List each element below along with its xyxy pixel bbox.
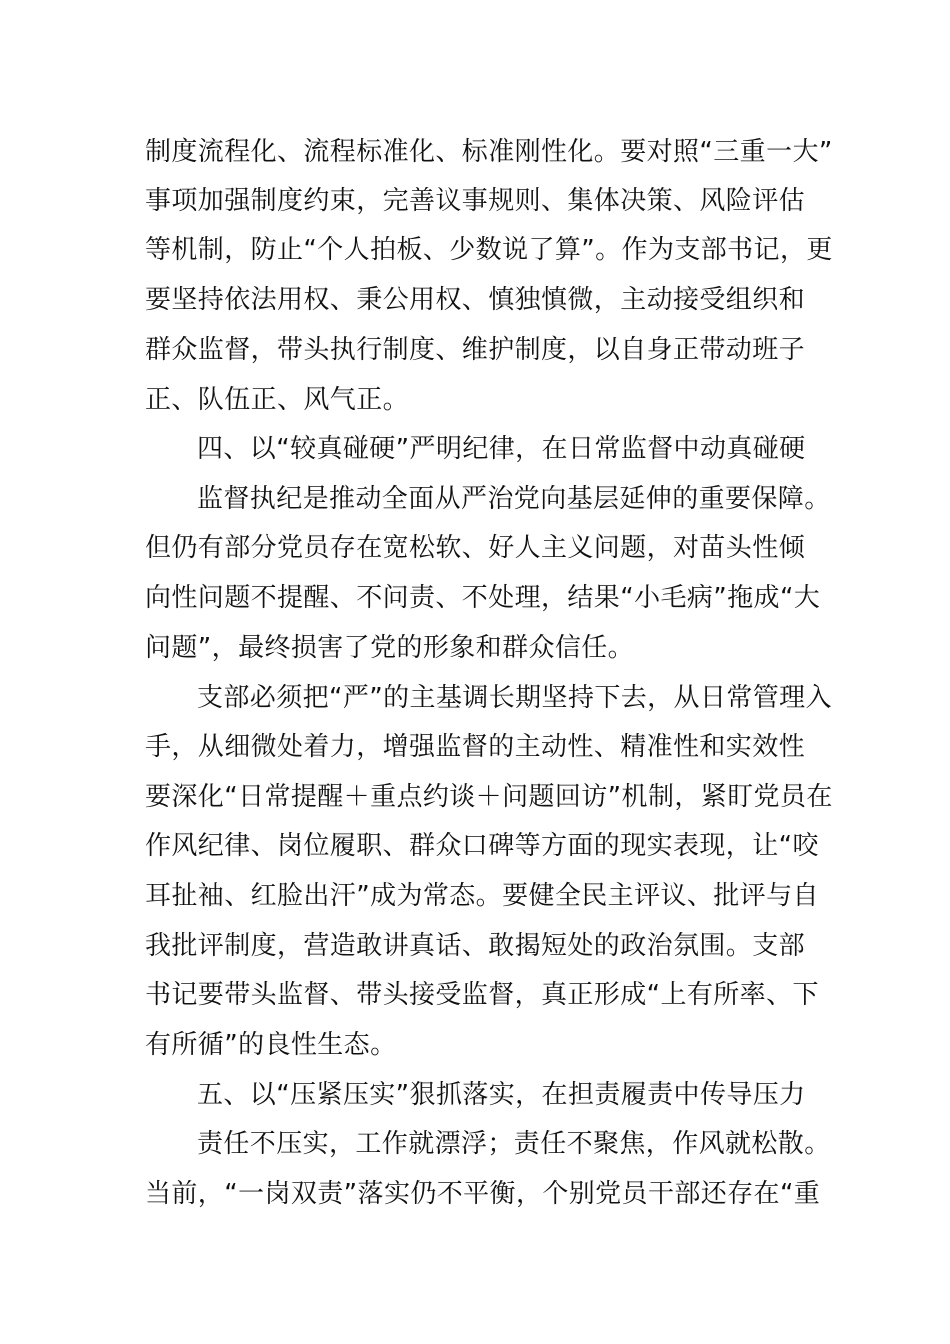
text-line: 有所循”的良性生态。 <box>145 1030 397 1060</box>
text-line: 耳扯袖、红脸出汗”成为常态。要健全民主评议、批评与自 <box>145 881 819 911</box>
text-line: 群众监督，带头执行制度、维护制度，以自身正带动班子 <box>145 335 806 365</box>
text-line: 制度流程化、流程标准化、标准刚性化。要对照“三重一大” <box>145 137 833 167</box>
text-line: 等机制，防止“个人拍板、少数说了算”。作为支部书记，更 <box>145 235 833 265</box>
text-line: 向性问题不提醒、不问责、不处理，结果“小毛病”拖成“大 <box>145 583 821 613</box>
text-line: 手，从细微处着力，增强监督的主动性、精准性和实效性 <box>145 732 806 762</box>
text-line: 要深化“日常提醒＋重点约谈＋问题回访”机制，紧盯党员在 <box>145 782 833 812</box>
text-line: 支部必须把“严”的主基调长期坚持下去，从日常管理入 <box>197 683 832 713</box>
text-line: 作风纪律、岗位履职、群众口碑等方面的现实表现，让“咬 <box>145 831 819 861</box>
text-line: 监督执纪是推动全面从严治党向基层延伸的重要保障。 <box>197 484 831 514</box>
text-line: 我批评制度，营造敢讲真话、敢揭短处的政治氛围。支部 <box>145 931 806 961</box>
text-line: 但仍有部分党员存在宽松软、好人主义问题，对苗头性倾 <box>145 533 806 563</box>
text-line: 当前，“一岗双责”落实仍不平衡，个别党员干部还存在“重 <box>145 1179 821 1209</box>
text-line: 问题”，最终损害了党的形象和群众信任。 <box>145 633 635 663</box>
text-line: 正、队伍正、风气正。 <box>145 385 410 415</box>
section-heading: 五、以“压紧压实”狠抓落实，在担责履责中传导压力 <box>197 1080 806 1110</box>
text-line: 责任不压实，工作就漂浮；责任不聚焦，作风就松散。 <box>197 1129 831 1159</box>
text-line: 书记要带头监督、带头接受监督，真正形成“上有所率、下 <box>145 980 819 1010</box>
text-line: 要坚持依法用权、秉公用权、慎独慎微，主动接受组织和 <box>145 285 806 315</box>
text-line: 事项加强制度约束，完善议事规则、集体决策、风险评估 <box>145 186 806 216</box>
section-heading: 四、以“较真碰硬”严明纪律，在日常监督中动真碰硬 <box>197 434 806 464</box>
